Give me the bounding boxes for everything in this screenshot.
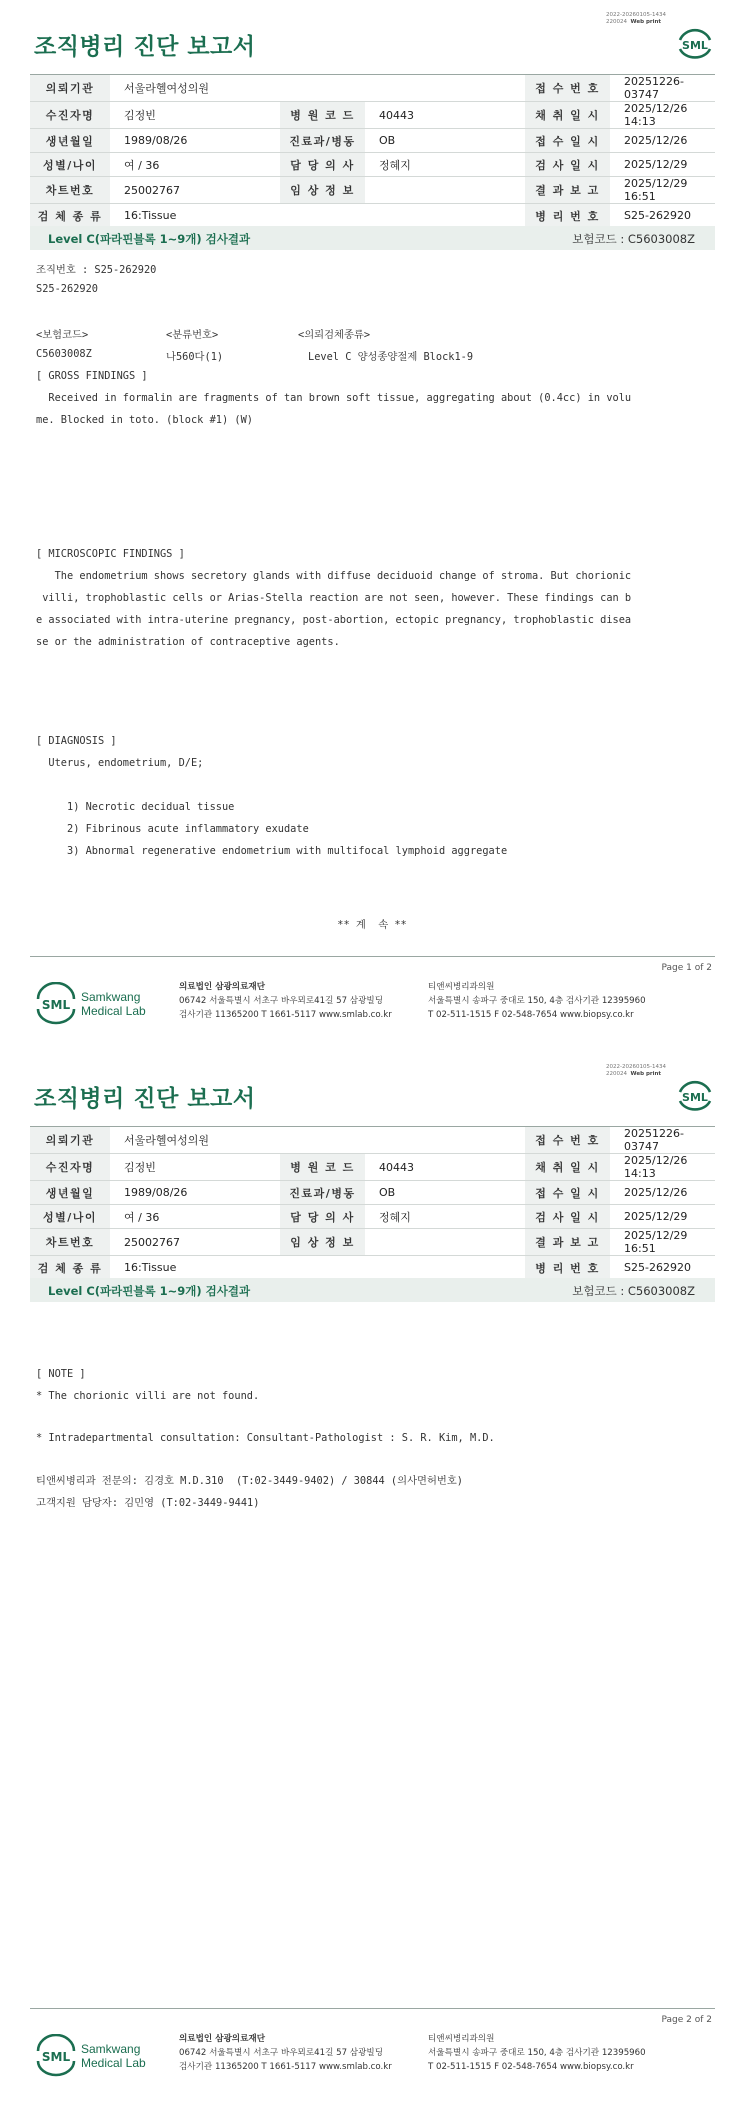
class-number-value: 나560다(1) bbox=[166, 351, 224, 363]
info-row: 검 체 종 류 16:Tissue 병 리 번 호 S25-262920 bbox=[30, 1256, 715, 1280]
sml-logo-icon bbox=[676, 26, 714, 62]
footer-divider bbox=[30, 2008, 715, 2009]
svg-text:Medical Lab: Medical Lab bbox=[81, 1004, 146, 1018]
microscopic-heading: [ MICROSCOPIC FINDINGS ] bbox=[36, 548, 185, 560]
pathologist-info: 티앤씨병리과 전문의: 김경호 M.D.310 (T:02-3449-9402) / 30844 (의사면허번호) bbox=[36, 1475, 464, 1487]
footer-sml-info: 의료법인 삼광의료재단 06742 서울특별시 서초구 바우뫼로41길 57 삼광빌딩 검사기관 11365200 T 1661-5117 www.smlab.co.kr bbox=[179, 982, 392, 1020]
insurance-code: 보험코드 : C5603008Z bbox=[572, 232, 695, 246]
svg-text:SML: SML bbox=[41, 2050, 71, 2064]
level-title: Level C(파라핀블록 1~9개) 검사결과 bbox=[48, 1284, 251, 1298]
level-result-bar bbox=[30, 1278, 715, 1302]
footer-tnc-info: 티앤씨병리과의원 서울특별시 송파구 중대로 150, 4층 검사기관 12395960 T 02-511-1515 F 02-548-7654 www.biopsy.co.kr bbox=[428, 2034, 646, 2072]
note-text: * The chorionic villi are not found. bbox=[36, 1390, 260, 1402]
level-result-bar bbox=[30, 226, 715, 250]
samkwang-logo-icon bbox=[36, 982, 151, 1026]
microscopic-text: villi, trophoblastic cells or Arias-Stella reaction are not seen, however. These findings can b bbox=[36, 592, 632, 604]
info-row: 검 체 종 류 16:Tissue 병 리 번 호 S25-262920 bbox=[30, 204, 715, 228]
diagnosis-heading: [ DIAGNOSIS ] bbox=[36, 735, 117, 747]
class-number-header: <분류번호> bbox=[166, 329, 219, 341]
info-row: 성별/나이 여 / 36 담 당 의 사 정혜지 검 사 일 시 2025/12/29 bbox=[30, 153, 715, 177]
info-row: 수진자명 김정빈 병 원 코 드 40443 채 취 일 시 2025/12/26 14:13 bbox=[30, 102, 715, 129]
microscopic-text: e associated with intra-uterine pregnancy, post-abortion, ectopic pregnancy, trophoblastic disea bbox=[36, 614, 632, 626]
info-row: 차트번호 25002767 임 상 정 보 결 과 보 고 2025/12/29 16:51 bbox=[30, 1229, 715, 1256]
insurance-code: 보험코드 : C5603008Z bbox=[572, 1284, 695, 1298]
diagnosis-item: 1) Necrotic decidual tissue bbox=[36, 801, 235, 813]
patient-info-table bbox=[30, 1126, 715, 1280]
continued-marker: ** 계 속 ** bbox=[337, 919, 407, 931]
diagnosis-item: 2) Fibrinous acute inflammatory exudate bbox=[36, 823, 309, 835]
document-id: 2022-20260105-1434 220024 Web print bbox=[606, 1064, 666, 1077]
info-row: 생년월일 1989/08/26 진료과/병동 OB 접 수 일 시 2025/12/26 bbox=[30, 129, 715, 153]
microscopic-text: se or the administration of contraceptive agents. bbox=[36, 636, 340, 648]
page-number: Page 2 of 2 bbox=[661, 2015, 712, 2025]
note-heading: [ NOTE ] bbox=[36, 1368, 86, 1380]
samkwang-logo-icon bbox=[36, 2034, 151, 2078]
info-row: 의뢰기관 서울라헬여성의원 접 수 번 호 20251226-03747 bbox=[30, 1127, 715, 1154]
page-number: Page 1 of 2 bbox=[661, 963, 712, 973]
sml-logo-icon bbox=[676, 1078, 714, 1114]
diagnosis-item: 3) Abnormal regenerative endometrium with multifocal lymphoid aggregate bbox=[36, 845, 508, 857]
note-text: * Intradepartmental consultation: Consultant-Pathologist : S. R. Kim, M.D. bbox=[36, 1432, 495, 1444]
patient-info-table bbox=[30, 74, 715, 228]
pathology-number: S25-262920 bbox=[36, 283, 98, 295]
gross-text: Received in formalin are fragments of tan brown soft tissue, aggregating about (0.4cc) in volu bbox=[36, 392, 632, 404]
info-row: 생년월일 1989/08/26 진료과/병동 OB 접 수 일 시 2025/12/26 bbox=[30, 1181, 715, 1205]
svg-text:Samkwang: Samkwang bbox=[81, 990, 141, 1004]
svg-text:Medical Lab: Medical Lab bbox=[81, 2056, 146, 2070]
info-row: 차트번호 25002767 임 상 정 보 결 과 보 고 2025/12/29 16:51 bbox=[30, 177, 715, 204]
svg-text:Samkwang: Samkwang bbox=[81, 2042, 141, 2056]
svg-text:SML: SML bbox=[682, 39, 708, 52]
document-id: 2022-20260105-1434 220024 Web print bbox=[606, 12, 666, 25]
footer-sml-info: 의료법인 삼광의료재단 06742 서울특별시 서초구 바우뫼로41길 57 삼광빌딩 검사기관 11365200 T 1661-5117 www.smlab.co.kr bbox=[179, 2034, 392, 2072]
gross-heading: [ GROSS FINDINGS ] bbox=[36, 370, 148, 382]
footer-divider bbox=[30, 956, 715, 957]
report-page-2 bbox=[0, 1052, 744, 2104]
support-contact: 고객지원 담당자: 김민영 (T:02-3449-9441) bbox=[36, 1497, 260, 1509]
microscopic-text: The endometrium shows secretory glands with diffuse deciduoid change of stroma. But chorionic bbox=[36, 570, 632, 582]
diagnosis-text: Uterus, endometrium, D/E; bbox=[36, 757, 204, 769]
info-row: 성별/나이 여 / 36 담 당 의 사 정혜지 검 사 일 시 2025/12/29 bbox=[30, 1205, 715, 1229]
tissue-number: 조직번호 : S25-262920 bbox=[36, 264, 157, 276]
gross-text: me. Blocked in toto. (block #1) (W) bbox=[36, 414, 253, 426]
specimen-type-header: <의뢰검체종류> bbox=[298, 329, 371, 341]
report-title: 조직병리 진단 보고서 bbox=[34, 34, 256, 60]
info-row: 의뢰기관 서울라헬여성의원 접 수 번 호 20251226-03747 bbox=[30, 75, 715, 102]
report-title: 조직병리 진단 보고서 bbox=[34, 1086, 256, 1112]
svg-text:SML: SML bbox=[682, 1091, 708, 1104]
level-title: Level C(파라핀블록 1~9개) 검사결과 bbox=[48, 232, 251, 246]
insurance-code-value: C5603008Z bbox=[36, 348, 92, 360]
insurance-code-header: <보험코드> bbox=[36, 329, 89, 341]
footer-tnc-info: 티앤씨병리과의원 서울특별시 송파구 중대로 150, 4층 검사기관 12395960 T 02-511-1515 F 02-548-7654 www.biopsy.co.kr bbox=[428, 982, 646, 1020]
specimen-type-value: Level C 양성종양절제 Block1-9 bbox=[308, 351, 474, 363]
svg-text:SML: SML bbox=[41, 998, 71, 1012]
info-row: 수진자명 김정빈 병 원 코 드 40443 채 취 일 시 2025/12/26 14:13 bbox=[30, 1154, 715, 1181]
